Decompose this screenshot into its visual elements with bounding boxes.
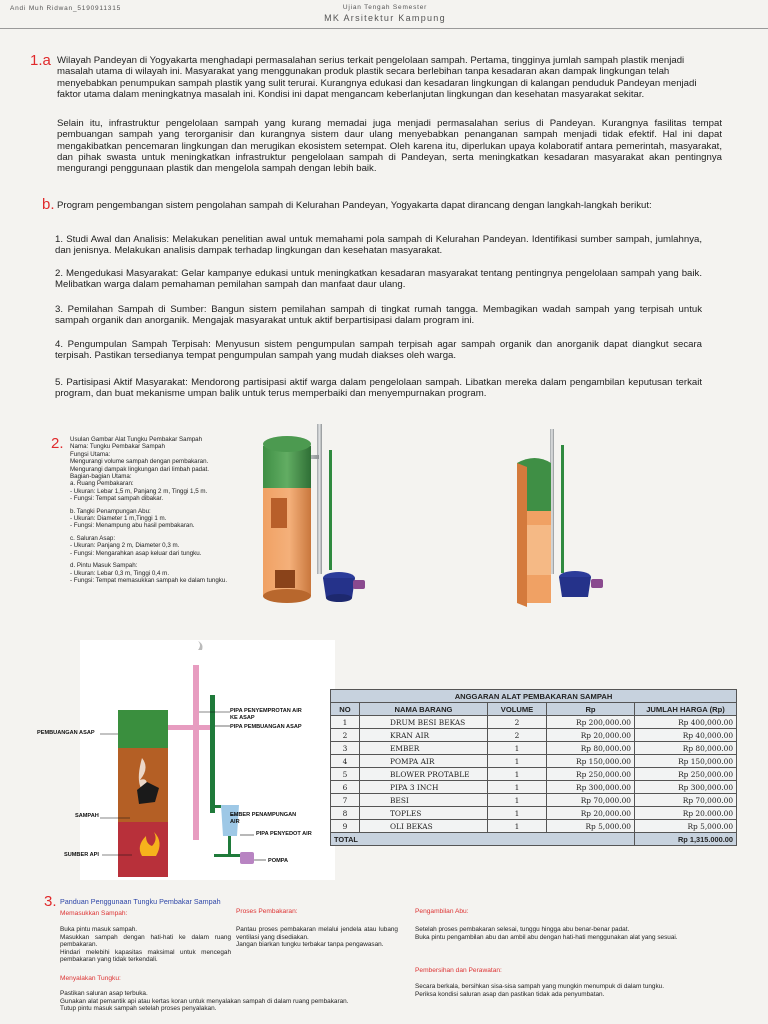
section1-paragraph-1: Wilayah Pandeyan di Yogyakarta menghadapi permasalahan serius terkait pengelolaan sampah. Pertama, tingginya jumlah sampah plastik menjadi masalah utama di wilayah ini. Masyarakat yang menggunakan produk plastik secara berlebihan tanpa kesadaran akan dampak lingkungan telah menyebabkan penumpukan sampah plastik yang sulit terurai. Kurangnya edukasi dan kesadaran lingkungan di kalangan penduduk Pandeyan menjadi faktor utama dalam meningkatnya masalah ini. Kondisi ini dapat mengancam keberlanjutan lingkungan dan kesehatan masyarakat sekitar.: [57, 55, 697, 100]
program-intro: Program pengembangan sistem pengolahan sampah di Kelurahan Pandeyan, Yogyakarta dapat dirancang dengan langkah-langkah berikut:: [57, 200, 652, 211]
guide-line: Pantau proses pembakaran melalui jendela atau lubang ventilasi yang disediakan.: [236, 926, 398, 941]
step-1: 1. Studi Awal dan Analisis: Melakukan penelitian awal untuk memahami pola sampah di Kelurahan Pandeyan. Identifikasi sumber sampah, jumlahnya, dan jenisnya. Melakukan analisis dampak terhadap lingkungan dan kesehatan masyarakat.: [55, 234, 702, 257]
guide-line: Periksa kondisi saluran asap dan pastikan tidak ada penyumbatan.: [415, 990, 605, 998]
table-cell: Rp 150,000.00: [547, 755, 635, 768]
guide-line: Buka pintu pengambilan abu dan ambil abu dengan hati-hati menggunakan alat yang sesuai.: [415, 933, 678, 941]
label-pipa-penyemprotan: PIPA PENYEMPROTAN AIR KE ASAP: [230, 708, 302, 721]
table-cell: 8: [331, 807, 360, 820]
spec-line: Mengurangi dampak lingkungan dari limbah padat.: [70, 465, 209, 473]
table-cell: 5: [331, 768, 360, 781]
table-row: [331, 768, 737, 781]
head-proses: Proses Pembakaran:: [236, 908, 298, 915]
body-memasukkan: [60, 926, 231, 964]
spec-line: d. Pintu Masuk Sampah:: [70, 562, 138, 570]
table-cell: Rp 150,000.00: [635, 755, 737, 768]
spec-line: - Fungsi: Menampung abu hasil pembakaran.: [70, 522, 195, 530]
table-cell: Rp 400,000.00: [635, 716, 737, 729]
spec-line: - Ukuran: Diameter 1 m,Tinggi 1 m.: [70, 515, 167, 523]
col-header: VOLUME: [488, 703, 547, 716]
table-cell: 1: [488, 742, 547, 755]
course-title: MK Arsitektur Kampung: [324, 13, 446, 23]
table-cell: Rp 250,000.00: [635, 768, 737, 781]
table-cell: 4: [331, 755, 360, 768]
table-cell: 1: [331, 716, 360, 729]
table-cell: KRAN AIR: [360, 729, 488, 742]
table-cell: Rp 20,000.00: [547, 729, 635, 742]
table-cell: 1: [488, 794, 547, 807]
table-cell: BESI: [360, 794, 488, 807]
col-header: NO: [331, 703, 360, 716]
spec-line: Nama: Tungku Pembakar Sampah: [70, 443, 165, 451]
table-cell: 1: [488, 781, 547, 794]
furnace-spec-list: [70, 436, 270, 584]
table-cell: Rp 5,000.00: [635, 820, 737, 833]
table-cell: Rp 80,000.00: [547, 742, 635, 755]
guide-line: Jangan biarkan tungku terbakar tanpa pengawasan.: [236, 941, 384, 949]
step-2: 2. Mengedukasi Masyarakat: Gelar kampanye edukasi untuk meningkatkan kesadaran masyarakat tentang pentingnya pengelolaan sampah yang baik. Melibatkan warga dalam pemahaman pemilahan sampah dan manfaat daur ulang.: [55, 268, 702, 291]
label-pembuangan-asap: PEMBUANGAN ASAP: [37, 730, 95, 736]
col-header: JUMLAH HARGA (Rp): [635, 703, 737, 716]
total-value: Rp 1,315.000.00: [635, 833, 737, 846]
author-label: Andi Muh Ridwan_5190911315: [10, 5, 122, 12]
label-sampah: SAMPAH: [75, 813, 99, 819]
furnace-render-front: [255, 420, 370, 608]
label-pipa-penyedot: PIPA PENYEDOT AIR: [256, 831, 312, 837]
table-cell: 1: [488, 807, 547, 820]
guide-line: Setelah proses pembakaran selesai, tunggu hingga abu benar-benar padat.: [415, 926, 630, 933]
section1-paragraph-2: Selain itu, infrastruktur pengelolaan sampah yang kurang memadai juga menjadi permasalahan serius di Pandeyan. Kurangnya fasilitas tempat pembuangan sampah yang terorganisir dan kurangnya sistem daur ulang menyebabkan penanganan sampah menjadi tidak efektif. Hal ini dapat mengakibatkan pencemaran lingkungan dan merugikan ekosistem setempat. Oleh karena itu, diperlukan upaya kolaboratif antara pemerintah, masyarakat, dan pihak swasta untuk meningkatkan infrastruktur pengelolaan sampah di Pandeyan, serta meningkatkan kesadaran masyarakat akan pentingnya mengurangi penggunaan plastik dan mengelola sampah dengan lebih baik.: [57, 118, 722, 175]
table-row: [331, 820, 737, 833]
exam-label: Ujian Tengah Semester: [342, 4, 428, 11]
step-3: 3. Pemilahan Sampah di Sumber: Bangun sistem pemilahan sampah di tingkat rumah tangga. Membagikan wadah sampah yang terpisah untuk sampah organik dan anorganik. Mengajak masyarakat untuk aktif berpartisipasi dalam program ini.: [55, 304, 702, 327]
guide-title: Panduan Penggunaan Tungku Pembakar Sampah: [60, 897, 221, 906]
table-row: [331, 716, 737, 729]
total-label: TOTAL: [331, 833, 635, 846]
body-menyalakan: [60, 990, 400, 1013]
table-cell: 2: [488, 716, 547, 729]
col-header: NAMA BARANG: [360, 703, 488, 716]
table-cell: EMBER: [360, 742, 488, 755]
table-cell: PIPA 3 INCH: [360, 781, 488, 794]
head-menyalakan: Menyalakan Tungku:: [60, 975, 121, 982]
table-cell: 2: [488, 729, 547, 742]
table-cell: 9: [331, 820, 360, 833]
spec-line: - Ukuran: Panjang 2 m, Diameter 0,3 m.: [70, 542, 180, 550]
table-row: [331, 781, 737, 794]
guide-line: Secara berkala, bersihkan sisa-sisa sampah yang mungkin menumpuk di dalam tungku.: [415, 983, 665, 990]
col-header: Rp: [547, 703, 635, 716]
table-cell: Rp 300,000.00: [635, 781, 737, 794]
table-cell: DRUM BESI BEKAS: [360, 716, 488, 729]
spec-line: a. Ruang Pembakaran:: [70, 480, 134, 488]
head-pembersihan: Pembersihan dan Perawatan:: [415, 967, 502, 974]
marker-3: 3.: [44, 893, 57, 910]
body-pengambilan: [415, 926, 735, 941]
label-pipa-pembuangan: PIPA PEMBUANGAN ASAP: [230, 724, 302, 730]
marker-2: 2.: [51, 435, 64, 452]
table-cell: POMPA AIR: [360, 755, 488, 768]
spec-line: - Fungsi: Mengarahkan asap keluar dari tungku.: [70, 549, 202, 557]
table-cell: 6: [331, 781, 360, 794]
pump-icon: [240, 852, 254, 864]
spec-line: - Fungsi: Tempat sampah dibakar.: [70, 495, 164, 503]
spec-line: - Ukuran: Lebar 1,5 m, Panjang 2 m, Tinggi 1,5 m.: [70, 487, 208, 495]
table-row: [331, 794, 737, 807]
table-cell: Rp 200,000.00: [547, 716, 635, 729]
spec-line: Bagian-bagian Utama:: [70, 473, 132, 481]
table-cell: 1: [488, 755, 547, 768]
body-pembersihan: [415, 983, 735, 998]
spec-line: Fungsi Utama:: [70, 450, 111, 458]
table-cell: OLI BEKAS: [360, 820, 488, 833]
table-cell: Rp 5,000.00: [547, 820, 635, 833]
spec-line: - Ukuran: Lebar 0,3 m, Tinggi 0,4 m.: [70, 569, 170, 577]
head-memasukkan: Memasukkan Sampah:: [60, 910, 128, 917]
table-cell: Rp 250,000.00: [547, 768, 635, 781]
budget-title: ANGGARAN ALAT PEMBAKARAN SAMPAH: [331, 690, 737, 703]
table-cell: 2: [331, 729, 360, 742]
table-cell: 1: [488, 820, 547, 833]
label-pompa: POMPA: [268, 858, 289, 864]
table-cell: Rp 70,000.00: [547, 794, 635, 807]
table-row: [331, 729, 737, 742]
guide-line: Masukkan sampah dengan hati-hati ke dalam ruang pembakaran.: [60, 933, 231, 949]
spec-line: - Fungsi: Tempat memasukkan sampah ke dalam tungku.: [70, 576, 228, 584]
header-center: [300, 4, 470, 23]
table-cell: 3: [331, 742, 360, 755]
guide-line: Tutup pintu masuk sampah setelah proses penyalakan.: [60, 1005, 217, 1013]
table-cell: BLOWER PROTABLE: [360, 768, 488, 781]
table-cell: Rp 300,000.00: [547, 781, 635, 794]
guide-line: Gunakan alat pemantik api atau kertas koran untuk menyalakan sampah di dalam ruang pembakaran.: [60, 997, 349, 1005]
furnace-schematic: [80, 640, 335, 880]
table-cell: TOPLES: [360, 807, 488, 820]
guide-line: Buka pintu masuk sampah.: [60, 926, 138, 933]
furnace-render-section: [505, 425, 615, 610]
head-pengambilan: Pengambilan Abu:: [415, 908, 469, 915]
spec-line: Mengurangi volume sampah dengan pembakaran.: [70, 458, 209, 466]
table-cell: Rp 70,000.00: [635, 794, 737, 807]
budget-table: [330, 689, 736, 846]
guide-line: Hindari melebihi kapasitas maksimal untuk mencegah pembakaran yang tidak terkendali.: [60, 948, 231, 964]
step-4: 4. Pengumpulan Sampah Terpisah: Menyusun sistem pengumpulan sampah terpisah agar sampah organik dan anorganik dapat diangkut secara terpisah. Pastikan tersedianya tempat pengumpulan sampah yang mudah diakses oleh warga.: [55, 339, 702, 362]
table-row: [331, 807, 737, 820]
marker-1a: 1.a: [30, 52, 51, 69]
step-5: 5. Partisipasi Aktif Masyarakat: Mendorong partisipasi aktif warga dalam pengelolaan sampah. Libatkan mereka dalam pengambilan keputusan terkait program, dan buat mekanisme umpan balik untuk terus memperbaiki dan menyempurnakan program.: [55, 377, 702, 400]
label-ember: EMBER PENAMPUNGAN AIR: [230, 812, 297, 825]
table-cell: Rp 20.000.00: [635, 807, 737, 820]
body-proses: [236, 926, 398, 949]
label-sumber-api: SUMBER API: [64, 852, 99, 858]
table-row: [331, 742, 737, 755]
spec-line: b. Tangki Penampungan Abu:: [70, 507, 151, 515]
guide-line: Pastikan saluran asap terbuka.: [60, 990, 148, 997]
table-cell: Rp 20,000.00: [547, 807, 635, 820]
header-divider: [0, 28, 768, 29]
spec-line: Usulan Gambar Alat Tungku Pembakar Sampah: [70, 436, 203, 443]
table-cell: 1: [488, 768, 547, 781]
marker-b: b.: [42, 196, 55, 213]
table-cell: 7: [331, 794, 360, 807]
table-row: [331, 755, 737, 768]
table-cell: Rp 40,000.00: [635, 729, 737, 742]
table-cell: Rp 80,000.00: [635, 742, 737, 755]
spec-line: c. Saluran Asap:: [70, 534, 116, 542]
